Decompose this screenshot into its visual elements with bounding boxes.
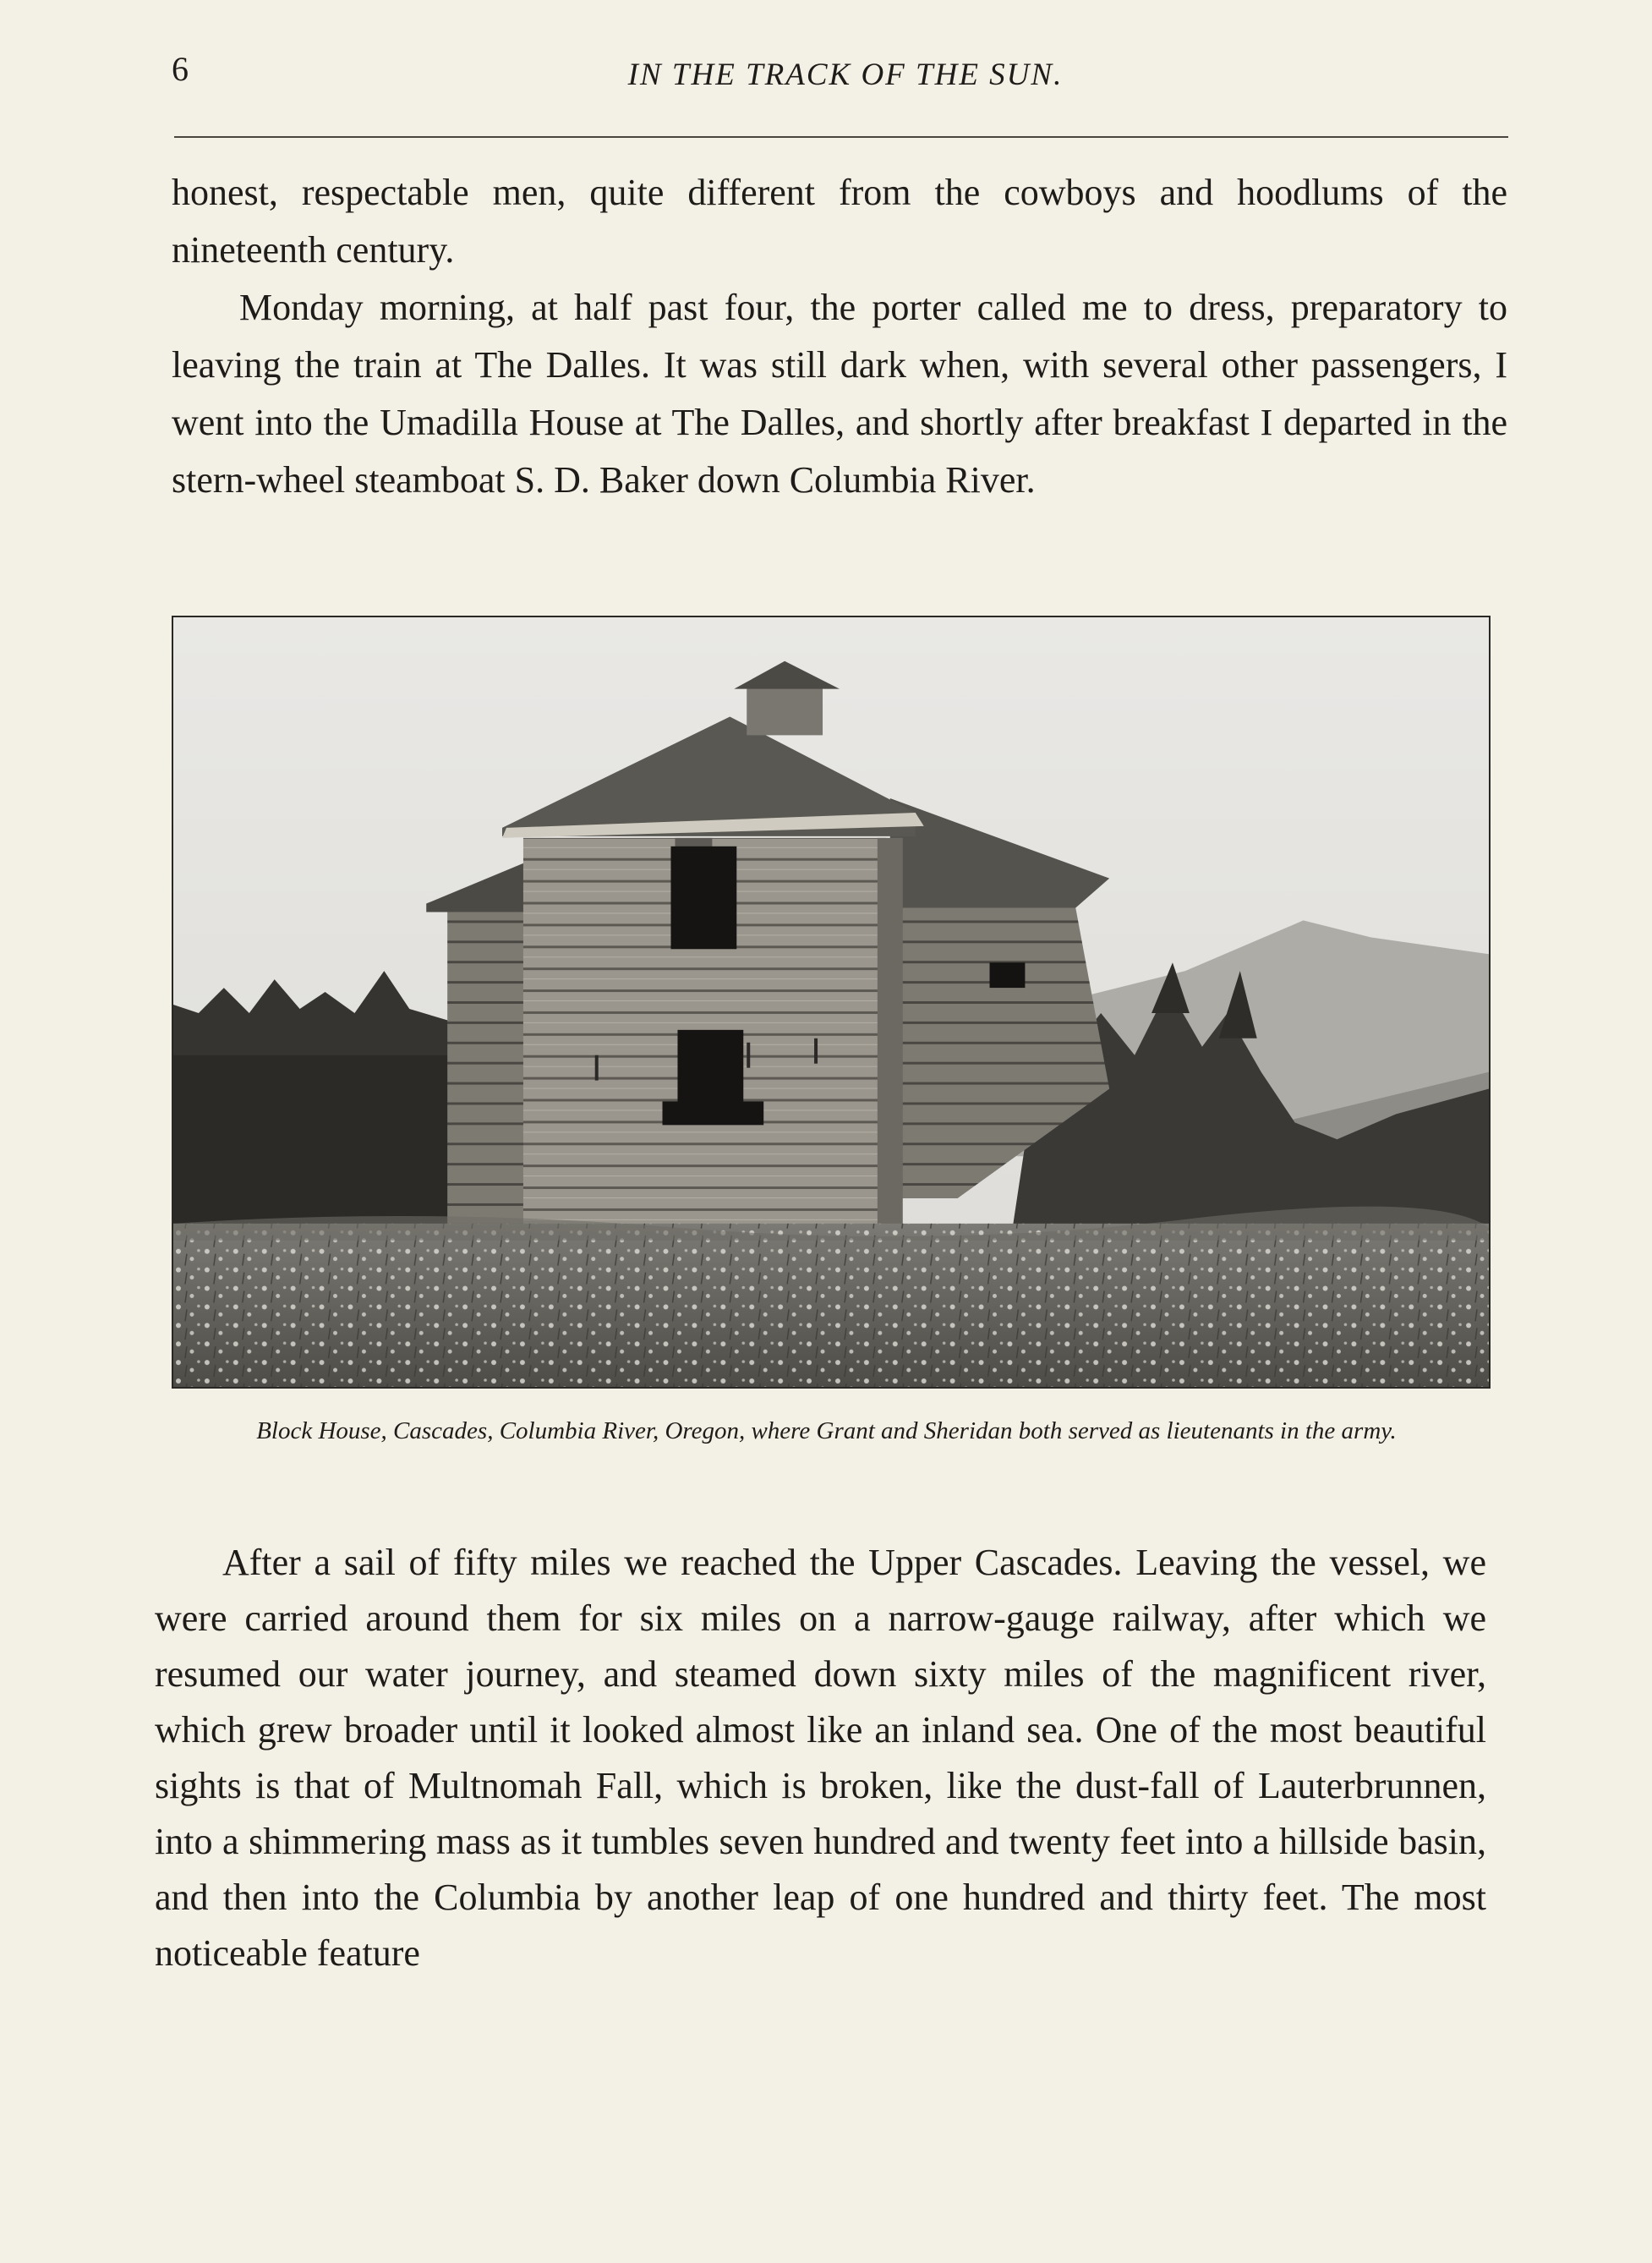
paragraph-monday: Monday morning, at half past four, the porter called me to dress, preparatory to leaving the train at The Dalles. It was still dark when, with several other passengers, I went into the Umadilla House at The Dalles, and shortly after breakfast I departed in the stern-wheel steamboat S. D. Baker down Columbia River. (172, 287, 1507, 501)
running-head: IN THE TRACK OF THE SUN. (627, 58, 1064, 92)
block-house-photo (172, 616, 1491, 1389)
paragraph-continued: honest, respectable men, quite different from the cowboys and hoodlums of the nineteenth century. (172, 172, 1507, 271)
paragraph-top (172, 164, 1507, 509)
paragraph-bottom (155, 1535, 1486, 1981)
header-rule (174, 136, 1508, 138)
page-number: 6 (172, 50, 189, 88)
figure-caption: Block House, Cascades, Columbia River, Oregon, where Grant and Sheridan both served as lieutenants in the army. (256, 1417, 1397, 1444)
paragraph-cascades: After a sail of fifty miles we reached the Upper Cascades. Leaving the vessel, we were carried around them for six miles on a narrow-gauge railway, after which we resumed our water journey, and steamed down sixty miles of the magnificent river, which grew broader until it looked almost like an inland sea. One of the most beautiful sights is that of Multnomah Fall, which is broken, like the dust-fall of Lauterbrunnen, into a shimmering mass as it tumbles seven hundred and twenty feet into a hillside basin, and then into the Columbia by another leap of one hundred and thirty feet. The most noticeable feature (155, 1542, 1486, 1974)
